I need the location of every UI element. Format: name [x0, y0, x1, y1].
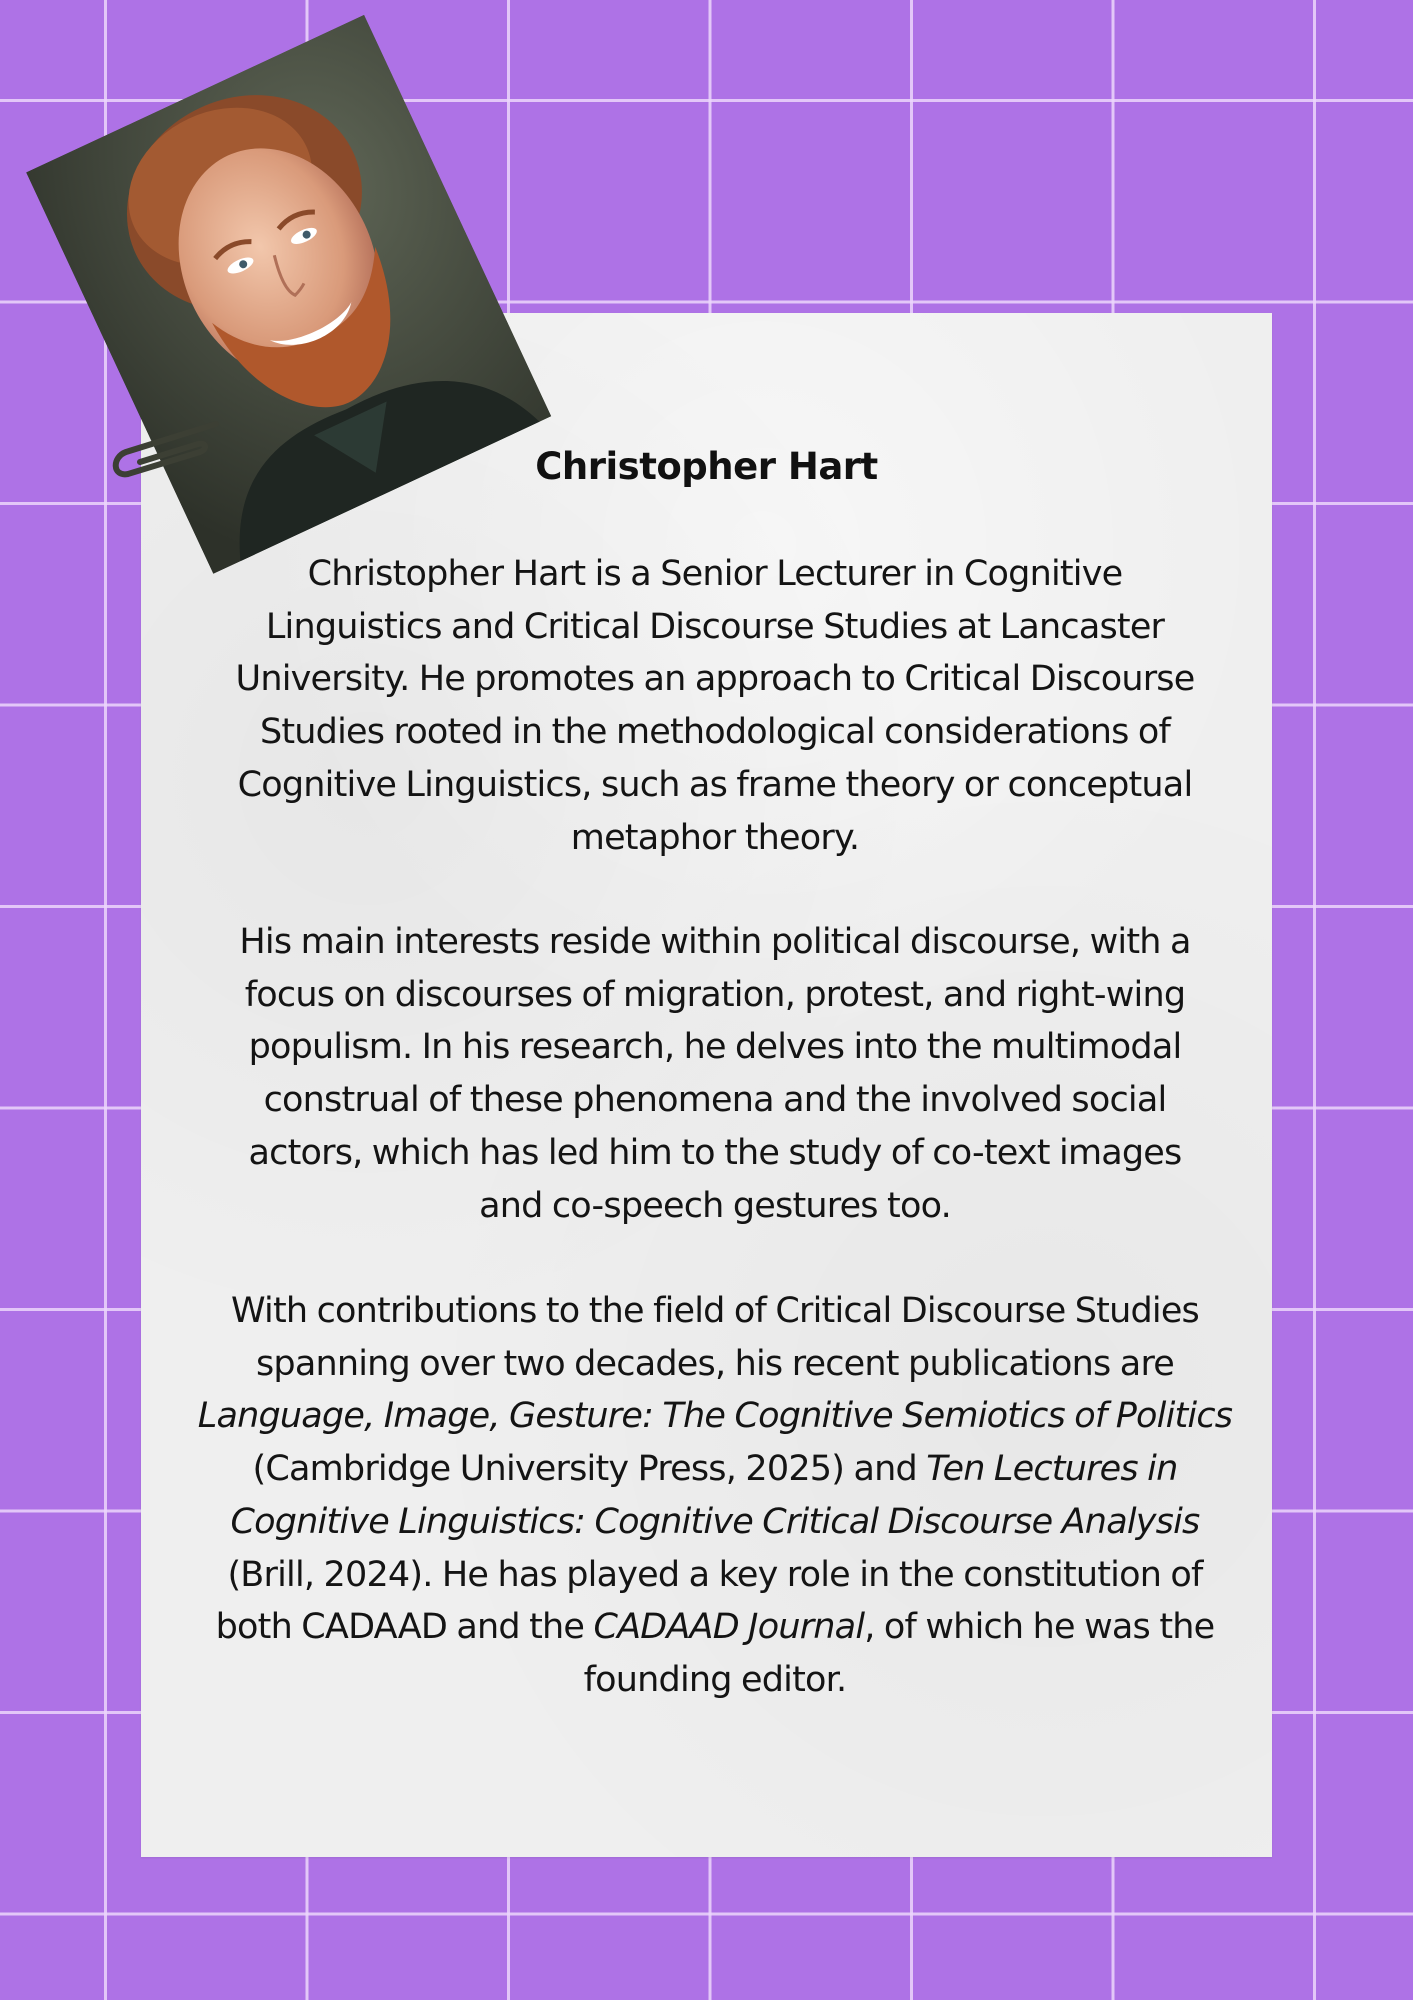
publisher-text: (Cambridge University Press, 2025) and — [252, 1449, 927, 1490]
journal-title: CADAAD Journal — [593, 1607, 865, 1648]
bio-line — [170, 1443, 1260, 1496]
bio-line: and co-speech gestures too. — [479, 1185, 951, 1226]
bio-line: actors, which has led him to the study of co-text images — [248, 1132, 1182, 1173]
bio-line: University. He promotes an approach to Critical Discourse — [235, 659, 1195, 700]
bio-line: populism. In his research, he delves into the multimodal — [248, 1027, 1182, 1068]
bio-line: Christopher Hart is a Senior Lecturer in Cognitive — [307, 554, 1123, 594]
profile-name: Christopher Hart — [535, 445, 878, 488]
bio-line: construal of these phenomena and the involved social — [263, 1080, 1167, 1121]
bio-line — [170, 1390, 1260, 1443]
bio-line: Cognitive Linguistics, such as frame theory or conceptual — [237, 764, 1193, 805]
book-title: Ten Lectures in — [926, 1449, 1178, 1490]
bio-text: both CADAAD and the — [215, 1607, 594, 1648]
bio-line: metaphor theory. — [570, 817, 860, 858]
bio-paragraph-1 — [170, 548, 1260, 864]
bio-paragraph-3 — [170, 1285, 1260, 1707]
bio-line — [170, 1496, 1260, 1549]
bio-line: Studies rooted in the methodological considerations of — [259, 712, 1171, 753]
book-title: Language, Image, Gesture: The Cognitive Semiotics of Politics — [197, 1396, 1233, 1437]
bio-line: Linguistics and Critical Discourse Studies at Lancaster — [265, 606, 1165, 647]
bio-line: spanning over two decades, his recent publications are — [255, 1343, 1175, 1384]
bio-paragraph-2 — [170, 916, 1260, 1232]
bio-text: , of which he was the — [864, 1607, 1215, 1648]
book-title: Cognitive Linguistics: Cognitive Critical Discourse Analysis — [230, 1501, 1200, 1542]
bio-line: founding editor. — [583, 1659, 847, 1700]
bio-line: With contributions to the field of Critical Discourse Studies — [230, 1291, 1199, 1331]
bio-line: focus on discourses of migration, protest, and right-wing — [244, 974, 1186, 1015]
bio-line — [170, 1601, 1260, 1654]
bio-line: (Brill, 2024). He has played a key role in the constitution of — [227, 1554, 1203, 1595]
bio-line: His main interests reside within political discourse, with a — [239, 922, 1191, 962]
